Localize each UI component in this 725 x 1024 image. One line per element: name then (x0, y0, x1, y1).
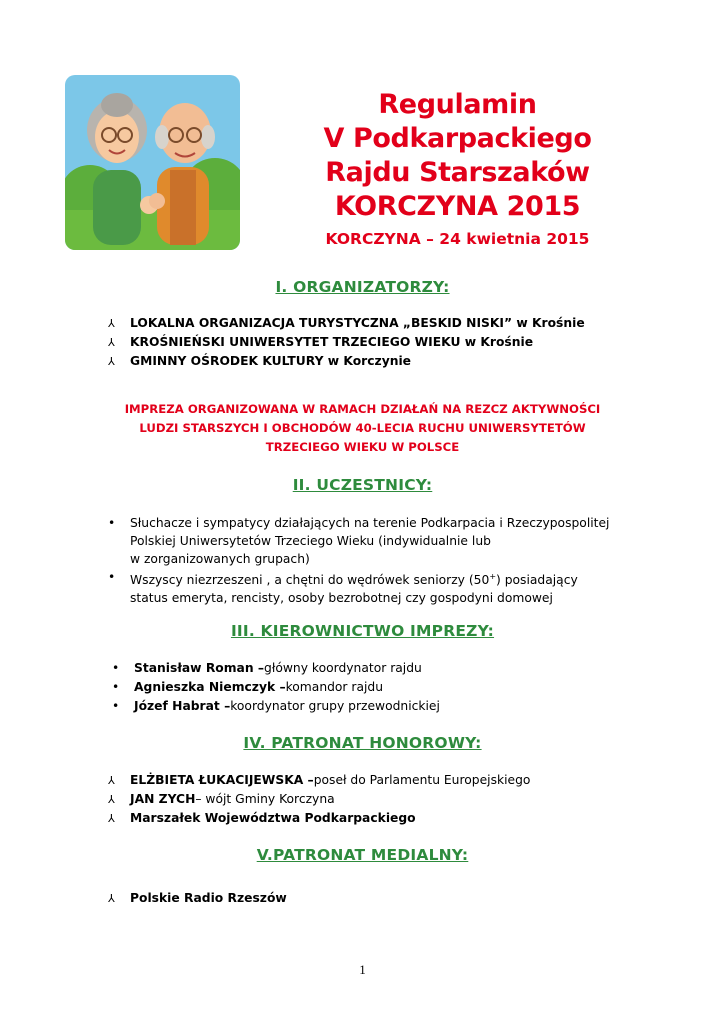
elderly-couple-illustration (65, 75, 240, 250)
list-item: ⅄ ELŻBIETA ŁUKACIJEWSKA – poseł do Parlamentu Europejskiego (108, 771, 530, 790)
list-item: ⅄ Polskie Radio Rzeszów (108, 889, 287, 908)
section-heading-kierownictwo: III. KIEROWNICTWO IMPREZY: (230, 622, 495, 640)
patronat-medialny-list (108, 889, 287, 908)
bullet-icon: • (112, 661, 120, 675)
bullet-icon: • (112, 699, 120, 713)
caret-a-icon: ⅄ (108, 336, 115, 349)
list-item: ⅄ LOKALNA ORGANIZACJA TURYSTYCZNA „BESKID NISKI” w Krośnie (108, 314, 585, 333)
list-item: • Agnieszka Niemczyk – komandor rajdu (112, 678, 440, 697)
page-number: 1 (359, 962, 366, 977)
section-heading-organizatorzy: I. ORGANIZATORZY: (275, 278, 450, 296)
impreza-notice: IMPREZA ORGANIZOWANA W RAMACH DZIAŁAŃ NA REZCZ AKTYWNOŚCI LUDZI STARSZYCH I OBCHODÓW 40-LECIA RUCHU UNIWERSYTETÓW TRZECIEGO WIEKU W POLSCE (124, 402, 601, 454)
list-item: • Stanisław Roman – główny koordynator rajdu (112, 659, 440, 678)
section-heading-patronat-medialny: V.PATRONAT MEDIALNY: (256, 846, 469, 864)
caret-a-icon: ⅄ (108, 355, 115, 368)
document-title (255, 88, 660, 250)
patronat-honorowy-list (108, 771, 530, 828)
organizatorzy-list (108, 314, 585, 371)
list-item: ⅄ KROŚNIEŃSKI UNIWERSYTET TRZECIEGO WIEKU w Krośnie (108, 333, 585, 352)
section-heading-patronat-honorowy: IV. PATRONAT HONOROWY: (243, 734, 482, 752)
list-item: • Józef Habrat – koordynator grupy przewodnickiej (112, 697, 440, 716)
list-item: ⅄ GMINNY OŚRODEK KULTURY w Korczynie (108, 352, 585, 371)
list-item: ⅄ JAN ZYCH – wójt Gminy Korczyna (108, 790, 530, 809)
caret-a-icon: ⅄ (108, 812, 115, 825)
caret-a-icon: ⅄ (108, 317, 115, 330)
title-line: KORCZYNA 2015 (334, 191, 581, 222)
uczestnicy-list (108, 514, 650, 607)
section-heading-uczestnicy: II. UCZESTNICY: (292, 476, 433, 494)
list-item: • Słuchacze i sympatycy działających na terenie Podkarpacia i Rzeczypospolitej Polskiej Uniwersytetów Trzeciego Wieku (indywidualnie lub w zorganizowanych grupach) (108, 516, 610, 566)
caret-a-icon: ⅄ (108, 892, 115, 905)
list-item: ⅄ Marszałek Województwa Podkarpackiego (108, 809, 530, 828)
bullet-icon: • (112, 680, 120, 694)
bullet-icon: • (108, 516, 116, 530)
caret-a-icon: ⅄ (108, 793, 115, 806)
list-item: • Wszyscy niezrzeszeni , a chętni do wędrówek seniorzy (50+) posiadający status emeryta, rencisty, osoby bezrobotnej czy gospodyni domowej (108, 570, 578, 606)
title-subtitle: KORCZYNA – 24 kwietnia 2015 (325, 230, 590, 248)
title-line: V Podkarpackiego (323, 123, 592, 154)
kierownictwo-list (112, 659, 440, 716)
bullet-icon: • (108, 570, 116, 584)
title-line: Rajdu Starszaków (325, 157, 590, 188)
caret-a-icon: ⅄ (108, 774, 115, 787)
title-line: Regulamin (378, 89, 537, 120)
